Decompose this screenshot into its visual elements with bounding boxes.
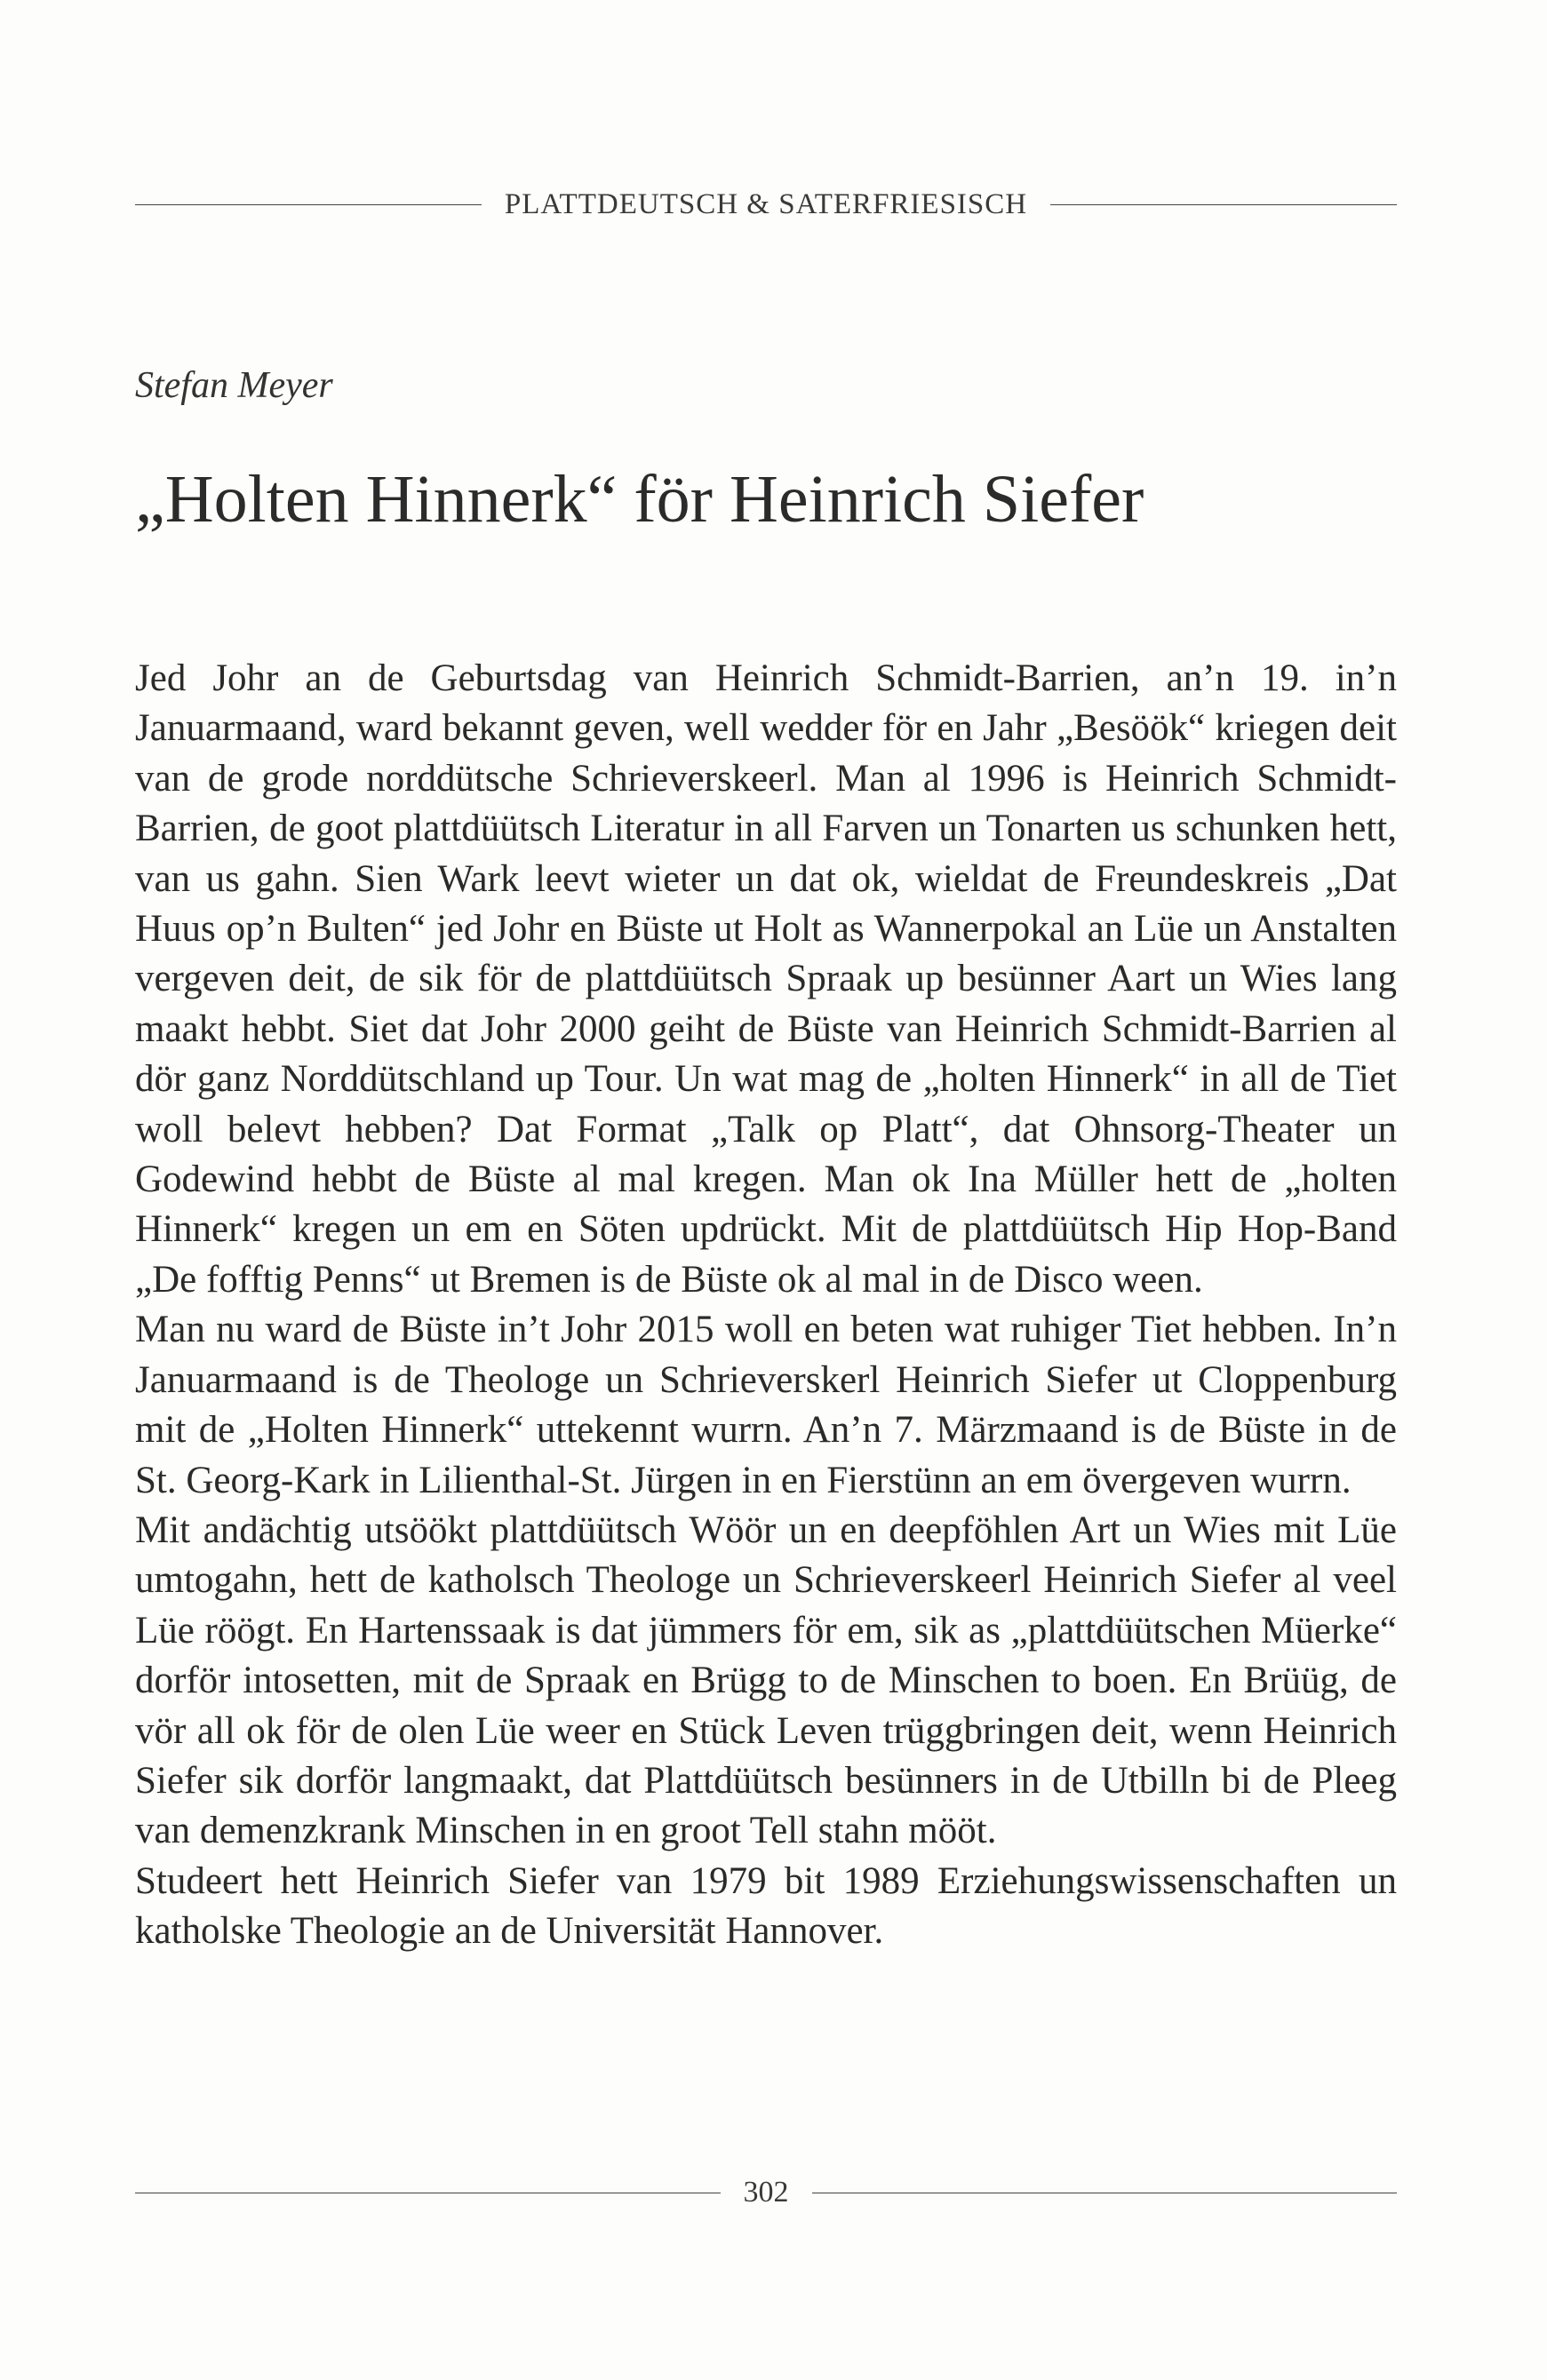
body-paragraph: Studeert hett Heinrich Siefer van 1979 bit 1989 Erziehungswissenschaften un katholske Theologie an de Universität Hannover. xyxy=(135,1859,1397,1953)
article-title: „Holten Hinnerk“ för Heinrich Siefer xyxy=(135,462,1144,537)
body-paragraph: Mit andächtig utsöökt plattdüütsch Wöör un en deepföhlen Art un Wies mit Lüe umtogahn, hett de katholsch Theologe un Schrieverskeerl Heinrich Siefer al veel Lüe röögt. En Hartenssaak is dat jümmers för em, sik as „plattdüütschen Müerke“ dorför intosetten, mit de Spraak en Brügg to de Minschen to boen. En Brüüg, de vör all ok för de olen Lüe weer en Stück Leven trüggbringen deit, wenn Heinrich Siefer sik dorför langmaakt, dat Plattdüütsch besünners in de Utbilln bi de Pleeg van demenzkrank Minschen in en groot Tell stahn mööt. xyxy=(135,1508,1397,1852)
body-paragraph: Man nu ward de Büste in’t Johr 2015 woll en beten wat ruhiger Tiet hebben. In’n Januarmaand is de Theologe un Schrieverskerl Heinrich Siefer ut Cloppenburg mit de „Holten Hinnerk“ uttekennt wurrn. An’n 7. Märzmaand is de Büste in de St. Georg-Kark in Lilienthal-St. Jürgen in en Fierstünn an em övergeven wurrn. xyxy=(135,1309,1397,1501)
author-name: Stefan Meyer xyxy=(135,365,333,406)
running-head xyxy=(135,187,1397,222)
running-head-rule-left xyxy=(135,204,482,205)
article-body xyxy=(135,654,1397,1957)
running-head-rule-right xyxy=(1050,204,1397,205)
page-footer xyxy=(135,2173,1397,2212)
page-number: 302 xyxy=(743,2176,789,2209)
section-label: PLATTDEUTSCH & SATERFRIESISCH xyxy=(504,187,1028,220)
body-paragraph: Jed Johr an de Geburtsdag van Heinrich Schmidt-Barrien, an’n 19. in’n Januarmaand, ward bekannt geven, well wedder för en Jahr „Besöök“ kriegen deit van de grode norddütsche Schrieverskeerl. Man al 1996 is Heinrich Schmidt-Barrien, de goot plattdüütsch Literatur in all Farven un Tonarten us schunken hett, van us gahn. Sien Wark leevt wieter un dat ok, wieldat de Freundeskreis „Dat Huus op’n Bulten“ jed Johr en Büste ut Holt as Wannerpokal an Lüe un Anstalten vergeven deit, de sik för de plattdüütsch Spraak up besünner Aart un Wies lang maakt hebbt. Siet dat Johr 2000 geiht de Büste van Heinrich Schmidt-Barrien al dör ganz Norddütschland up Tour. Un wat mag de „holten Hinnerk“ in all de Tiet woll belevt hebben? Dat Format „Talk op Platt“, dat Ohnsorg-Theater un Godewind hebbt de Büste al mal kregen. Man ok Ina Müller hett de „holten Hinnerk“ kregen un em en Söten updrückt. Mit de plattdüütsch Hip Hop-Band „De fofftig Penns“ ut Bremen is de Büste ok al mal in de Disco ween. xyxy=(135,657,1397,1301)
